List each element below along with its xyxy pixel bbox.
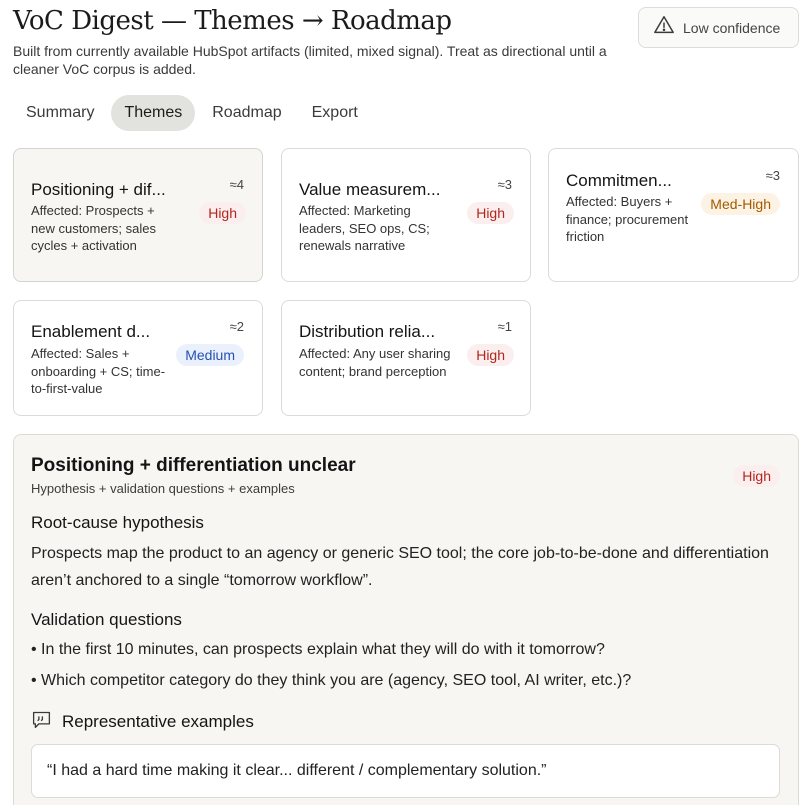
detail-severity-badge: High — [733, 465, 780, 487]
severity-badge: High — [467, 202, 514, 224]
theme-card-count: ≈4 — [229, 177, 244, 192]
page-title: VoC Digest — Themes → Roadmap — [13, 6, 452, 36]
page-subtitle: Built from currently available HubSpot artifacts (limited, mixed signal). Treat as directional until a cleaner VoC corpus is added. — [13, 43, 607, 77]
validation-question: • In the first 10 minutes, can prospects explain what they will do with it tomorrow? — [31, 641, 605, 658]
tab-summary[interactable]: Summary — [26, 104, 95, 121]
theme-card-affected: Affected: Buyers + finance; procurement friction — [566, 194, 689, 244]
theme-card-count: ≈3 — [497, 177, 512, 192]
theme-card-title: Enablement d... — [31, 322, 151, 341]
tab-bar — [13, 95, 371, 131]
hypothesis-heading: Root-cause hypothesis — [31, 513, 204, 532]
severity-badge: High — [467, 344, 514, 366]
page-header — [13, 6, 633, 78]
severity-badge: High — [199, 202, 246, 224]
theme-detail-panel — [13, 434, 799, 805]
detail-title: Positioning + differentiation unclear — [31, 455, 356, 476]
examples-heading: Representative examples — [62, 712, 254, 731]
severity-badge: Medium — [176, 344, 244, 366]
theme-card-affected: Affected: Any user sharing content; brand perception — [299, 346, 451, 379]
tab-roadmap[interactable]: Roadmap — [212, 104, 282, 121]
confidence-badge[interactable] — [638, 7, 799, 48]
confidence-label: Low confidence — [683, 19, 781, 36]
theme-card-distribution[interactable] — [281, 300, 531, 416]
theme-card-commitment[interactable] — [548, 148, 799, 282]
theme-card-positioning[interactable] — [13, 148, 263, 282]
theme-card-affected: Affected: Prospects + new customers; sales cycles + activation — [31, 203, 156, 253]
theme-card-value-measurement[interactable] — [281, 148, 531, 282]
theme-card-count: ≈2 — [229, 319, 244, 334]
severity-badge: Med-High — [701, 193, 780, 215]
detail-subtitle: Hypothesis + validation questions + examples — [31, 481, 295, 496]
theme-card-affected: Affected: Sales + onboarding + CS; time-to-first-value — [31, 346, 166, 396]
theme-card-title: Value measurem... — [299, 180, 441, 199]
theme-card-count: ≈1 — [497, 319, 512, 334]
theme-card-affected: Affected: Marketing leaders, SEO ops, CS; renewals narrative — [299, 203, 430, 253]
tab-themes[interactable]: Themes — [111, 95, 195, 131]
example-quote: “I had a hard time making it clear... different / complementary solution.” — [31, 744, 780, 798]
quote-bubble-icon — [31, 709, 52, 735]
validation-question: • Which competitor category do they think you are (agency, SEO tool, AI writer, etc.)? — [31, 672, 632, 689]
theme-card-title: Commitmen... — [566, 171, 672, 190]
hypothesis-text: Prospects map the product to an agency or generic SEO tool; the core job-to-be-done and differentiation aren’t anchored to a single “tomorrow workflow”. — [31, 545, 769, 589]
warning-icon — [653, 14, 675, 41]
theme-card-enablement[interactable] — [13, 300, 263, 416]
theme-card-title: Positioning + dif... — [31, 180, 166, 199]
tab-export[interactable]: Export — [311, 104, 358, 121]
validation-heading: Validation questions — [31, 610, 182, 629]
examples-header — [31, 709, 254, 735]
theme-card-title: Distribution relia... — [299, 322, 436, 341]
theme-card-count: ≈3 — [765, 168, 780, 183]
